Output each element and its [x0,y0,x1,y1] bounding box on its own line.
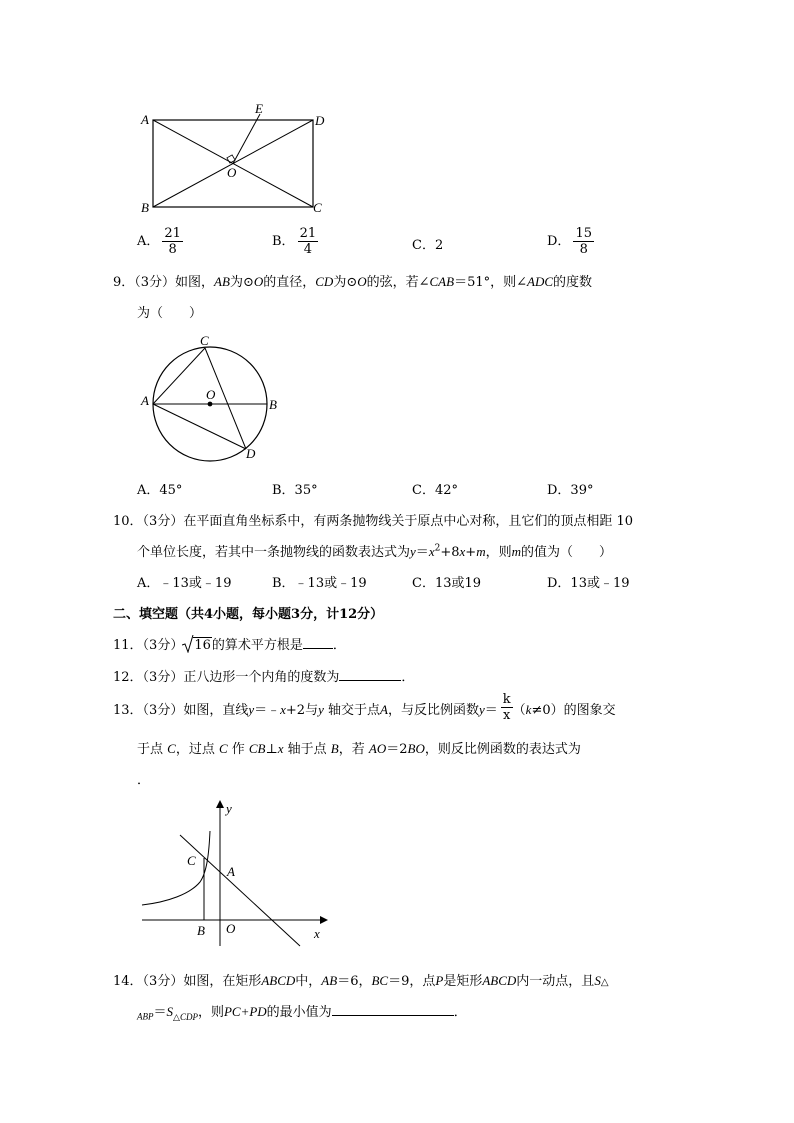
q10-option-d: D．13或﹣19 [547,576,630,591]
fig8-label-c: C [313,200,322,215]
q11: 11．（3分） 16的算术平方根是 ． [113,634,346,653]
fig13-label-o: O [226,921,236,936]
sqrt-symbol: 16 [183,638,212,653]
q9-line-1: 9．（3分）如图，AB为⊙O的直径，CD为⊙O的弦，若∠CAB＝51°，则∠ADC的度数 [113,274,593,290]
q12: 12．（3分）正八边形一个内角的度数为 ． [113,670,415,685]
q10-option-c: C．13或19 [412,576,482,591]
q9-option-b: B．35° [272,483,318,498]
q8-option-a: A． $\frac{21}{8}$ [137,226,181,257]
q9-line-2: 为（ ） [137,306,203,321]
fig8-label-d: D [315,113,325,128]
fig9-label-a: A [141,393,149,408]
fig13-label-c: C [187,853,196,868]
q8-option-d-fraction: $\frac{15}{8}$ [575,226,592,257]
q13-line-3: ． [137,773,151,788]
q10-option-a: A．﹣13或﹣19 [137,576,232,591]
q13-k-over-x: $\frac{k}{x}$ [502,692,511,723]
section-2-heading: 二、填空题（共4小题，每小题3分，计12分） [113,607,384,622]
figure-coordinate-graph [138,798,338,948]
q14-line-2: $_{ABP}=S_{\triangle CDP}$，则PC+PD的最小值为 ． [137,1004,467,1023]
q8-option-b-fraction: $\frac{21}{4}$ [299,226,317,257]
fig9-label-o: O [206,387,216,402]
fig13-label-a: A [227,864,235,879]
q14-line-1: 14．（3分）如图，在矩形ABCD中，AB＝6，BC＝9，点P是矩形ABCD内一动点，且S△ [113,973,609,989]
fig9-label-c: C [200,333,209,348]
fig9-label-b: B [269,397,277,412]
fig13-label-y: y [226,801,232,816]
q8-option-d: D． $\frac{15}{8}$ [547,226,592,257]
q8-option-b: B． $\frac{21}{4}$ [272,226,317,257]
fig9-label-d: D [246,446,256,461]
q13-line-2: 于点 C，过点 C 作 CB⊥x 轴于点 B，若 AO＝2BO，则反比例函数的表达式为 [137,741,581,757]
q9-option-a: A．45° [137,483,183,498]
q14-answer-blank[interactable] [332,1003,454,1016]
fig8-label-o: O [227,165,237,180]
fig8-label-b: B [141,200,149,215]
q10-option-b: B．﹣13或﹣19 [272,576,367,591]
q9-option-d: D．39° [547,483,594,498]
fig13-label-b: B [197,923,205,938]
q11-answer-blank[interactable] [303,636,333,649]
fig8-label-e: E [255,101,263,116]
q10-line-1: 10．（3分）在平面直角坐标系中，有两条抛物线关于原点中心对称，且它们的顶点相距 10 [113,514,633,529]
figure-rectangle-abcd [135,100,335,215]
q8-option-a-fraction: $\frac{21}{8}$ [164,226,181,257]
figure-circle-o [138,332,288,462]
q10-line-2: 个单位长度，若其中一条抛物线的函数表达式为$y=x^2+8x+m$，则m的值为（ ） [137,543,612,560]
q13-line-1: 13．（3分）如图，直线y＝﹣x+2与y 轴交于点A，与反比例函数y＝ $\frac{k}{x}$ （k≠0）的图象交 [113,692,616,723]
q12-answer-blank[interactable] [339,668,401,681]
fig8-label-a: A [141,112,149,127]
fig13-label-x: x [314,926,320,941]
q8-option-c: C．2 [412,238,444,253]
q9-option-c: C．42° [412,483,458,498]
